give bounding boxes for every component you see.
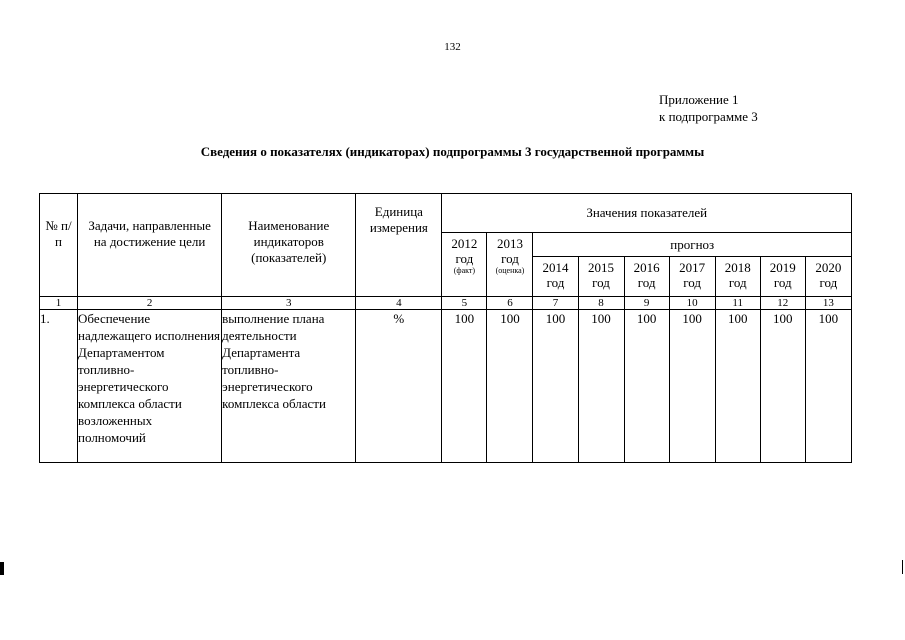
header-indicator-name: Наименование индикаторов (показателей) <box>222 194 356 297</box>
row-task: Обеспечение надлежащего исполнения Департаментом топливно-энергетического комплекса области возложенных полномочий <box>78 310 222 463</box>
header-forecast: прогноз <box>533 233 852 257</box>
year-2016-cell <box>624 257 669 297</box>
header-tasks: Задачи, направленные на достижение цели <box>78 194 222 297</box>
year-2019-label: год <box>773 275 792 290</box>
value-2018: 100 <box>715 310 760 463</box>
scan-edge-mark-left <box>0 562 4 575</box>
value-2015: 100 <box>578 310 624 463</box>
year-2017-cell <box>669 257 715 297</box>
year-2020: 2020 <box>815 260 842 275</box>
year-2012-label: год <box>455 251 474 266</box>
row-number: 1. <box>40 310 78 463</box>
year-2014-cell <box>533 257 578 297</box>
column-number: 3 <box>222 297 356 310</box>
year-2012-note: (факт) <box>453 266 476 275</box>
column-number: 6 <box>487 297 533 310</box>
year-2018: 2018 <box>724 260 751 275</box>
year-2016: 2016 <box>633 260 660 275</box>
indicators-table <box>39 193 852 463</box>
column-number: 13 <box>805 297 851 310</box>
year-2020-label: год <box>819 275 838 290</box>
year-2013-label: год <box>501 251 519 266</box>
year-2013-note: (оценка) <box>495 266 525 275</box>
year-2014-label: год <box>546 275 565 290</box>
column-number: 12 <box>760 297 805 310</box>
row-indicator: выполнение плана деятельности Департамента топливно-энергетического комплекса области <box>222 310 356 463</box>
year-2019: 2019 <box>769 260 796 275</box>
appendix-line-1: Приложение 1 <box>659 92 739 107</box>
value-2019: 100 <box>760 310 805 463</box>
value-2020: 100 <box>805 310 851 463</box>
table-row <box>40 310 852 463</box>
year-2020-cell <box>805 257 851 297</box>
year-2015-label: год <box>592 275 610 290</box>
column-number: 1 <box>40 297 78 310</box>
value-2017: 100 <box>669 310 715 463</box>
value-2016: 100 <box>624 310 669 463</box>
column-number: 5 <box>442 297 487 310</box>
year-2018-cell <box>715 257 760 297</box>
year-2019-cell <box>760 257 805 297</box>
year-2016-label: год <box>637 275 656 290</box>
column-number: 2 <box>78 297 222 310</box>
year-2017-label: год <box>683 275 702 290</box>
scan-edge-mark-right <box>902 560 903 574</box>
value-2014: 100 <box>533 310 578 463</box>
year-2014: 2014 <box>542 260 569 275</box>
column-number: 11 <box>715 297 760 310</box>
header-unit: Единица измерения <box>356 194 442 297</box>
column-number-row <box>40 297 852 310</box>
year-2015: 2015 <box>588 260 615 275</box>
column-number: 10 <box>669 297 715 310</box>
value-2012: 100 <box>442 310 487 463</box>
year-2018-label: год <box>728 275 747 290</box>
row-unit: % <box>356 310 442 463</box>
header-values: Значения показателей <box>442 194 852 233</box>
year-2017: 2017 <box>679 260 706 275</box>
year-2012: 2012 <box>451 236 478 251</box>
column-number: 8 <box>578 297 624 310</box>
page-number: 132 <box>444 41 461 53</box>
appendix-line-2: к подпрограмме 3 <box>659 109 758 124</box>
year-2013: 2013 <box>496 236 523 251</box>
document-title: Сведения о показателях (индикаторах) подпрограммы 3 государственной программы <box>200 144 705 159</box>
column-number: 7 <box>533 297 578 310</box>
year-2015-cell <box>578 257 624 297</box>
header-number: № п/п <box>40 194 78 297</box>
column-number: 9 <box>624 297 669 310</box>
value-2013: 100 <box>487 310 533 463</box>
year-2012-cell <box>442 233 487 297</box>
column-number: 4 <box>356 297 442 310</box>
year-2013-cell <box>487 233 533 297</box>
appendix-note <box>659 91 758 125</box>
